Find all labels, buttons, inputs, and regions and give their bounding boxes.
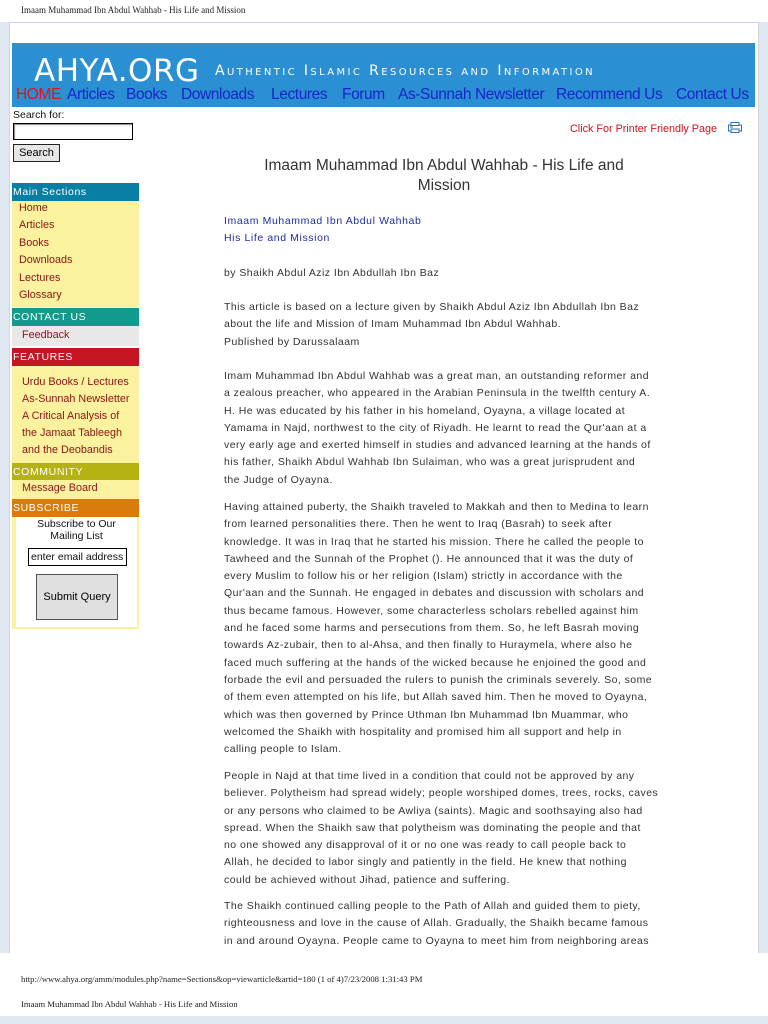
paragraph-line: faced much suffering at the hands of the wicked because he enjoined the good and bbox=[224, 656, 647, 669]
paragraph-line: believer. Polytheism had spread widely; people worshiped domes, trees, rocks, caves bbox=[224, 787, 659, 800]
paragraph-line: from learned personalities there. Then he went to Iraq (Basrah) to seek after bbox=[224, 518, 613, 531]
intro-line: This article is based on a lecture given by Shaikh Abdul Aziz Ibn Abdullah Ibn Baz bbox=[224, 301, 640, 313]
paragraph-line: calling people to Islam. bbox=[224, 743, 342, 756]
paragraph-line: the Judge of Oyayna. bbox=[224, 473, 333, 486]
paragraph-line: Imam Muhammad Ibn Abdul Wahhab was a great man, an outstanding reformer and bbox=[224, 370, 649, 382]
site-logo[interactable]: AHYA.ORG bbox=[34, 53, 200, 89]
article-link-2[interactable]: His Life and Mission bbox=[224, 232, 330, 245]
article-title-line2: Mission bbox=[417, 177, 471, 194]
contact-box bbox=[12, 326, 139, 346]
sidebar-item-feedback[interactable]: Feedback bbox=[22, 329, 70, 341]
subscribe-box bbox=[12, 517, 139, 629]
article-intro bbox=[224, 299, 674, 351]
paragraph-line: righteousness and love in the cause of Allah. Gradually, the Shaikh became famous bbox=[224, 917, 649, 930]
paragraph-line: towards Az-zubair, then to al-Ahsa, and then finally to Huraymela, where also he bbox=[224, 639, 633, 652]
sidebar-item-critical-analysis[interactable]: A Critical Analysis of bbox=[22, 410, 120, 422]
paragraph-line: of them even attempted on his life, but Allah saved him. Then he moved to Oyayna, bbox=[224, 691, 648, 704]
nav-books[interactable]: Books bbox=[126, 86, 168, 103]
search-label: Search for: bbox=[13, 109, 65, 121]
nav-forum[interactable]: Forum bbox=[342, 86, 385, 103]
pdf-header-title: Imaam Muhammad Ibn Abdul Wahhab - His Life and Mission bbox=[21, 5, 246, 15]
main-sections-heading: Main Sections bbox=[12, 183, 139, 201]
article-paragraph-2 bbox=[224, 499, 674, 758]
search-button[interactable]: Search bbox=[13, 144, 60, 162]
sidebar-item-newsletter[interactable]: As-Sunnah Newsletter bbox=[22, 393, 130, 405]
nav-recommend[interactable]: Recommend Us bbox=[556, 86, 663, 103]
main-navigation bbox=[12, 85, 755, 107]
sidebar-item-lectures[interactable]: Lectures bbox=[19, 272, 61, 284]
pdf-footer bbox=[0, 953, 768, 1024]
paragraph-line: Having attained puberty, the Shaikh traveled to Makkah and then to Medina to learn bbox=[224, 501, 649, 513]
subscribe-inner bbox=[16, 517, 137, 627]
paragraph-line: The Shaikh continued calling people to the Path of Allah and guided them to piety, bbox=[224, 900, 641, 912]
intro-line: about the life and Mission of Imam Muhammad Ibn Abdul Wahhab. bbox=[224, 318, 561, 331]
intro-line: Published by Darussalaam bbox=[224, 335, 360, 348]
paragraph-line: Qur'aan and the Sunnah. He engaged in debates and discussion with scholars and bbox=[224, 587, 645, 600]
sidebar-item-jamaat[interactable]: the Jamaat Tableegh bbox=[22, 427, 123, 439]
bottom-band bbox=[0, 1016, 768, 1024]
article-title-line1: Imaam Muhammad Ibn Abdul Wahhab - His Life and bbox=[264, 157, 624, 174]
printer-icon[interactable] bbox=[728, 122, 742, 133]
nav-contact[interactable]: Contact Us bbox=[676, 86, 749, 103]
site-tagline: Authentic Islamic Resources and Information bbox=[215, 63, 596, 79]
paragraph-line: spread. When the Shaikh saw that polytheism was dominating the people and that bbox=[224, 821, 641, 834]
sidebar-item-downloads[interactable]: Downloads bbox=[19, 254, 73, 266]
pdf-header bbox=[0, 0, 768, 22]
paragraph-line: and he faced some harms and persecutions from them. So, he left Basrah moving bbox=[224, 622, 640, 635]
subscribe-text-2: Mailing List bbox=[50, 530, 103, 542]
subscribe-text-1: Subscribe to Our bbox=[37, 518, 116, 530]
paragraph-line: a zealous preacher, who appeared in the Arabian Peninsula in the twelfth century A. bbox=[224, 387, 651, 400]
community-heading: COMMUNITY bbox=[12, 463, 139, 481]
paragraph-line: every Muslim to follow his or her religion (Islam) strictly in accordance with the bbox=[224, 570, 623, 583]
article-links bbox=[224, 213, 674, 248]
sidebar-item-deobandis[interactable]: and the Deobandis bbox=[22, 444, 113, 456]
nav-newsletter[interactable]: As-Sunnah Newsletter bbox=[398, 86, 545, 103]
printer-friendly-link[interactable]: Click For Printer Friendly Page bbox=[570, 123, 718, 135]
paragraph-line: People in Najd at that time lived in a condition that could not be approved by any bbox=[224, 770, 635, 782]
article-paragraph-4 bbox=[224, 898, 674, 950]
footer-title: Imaam Muhammad Ibn Abdul Wahhab - His Life and Mission bbox=[21, 999, 238, 1009]
article-byline: by Shaikh Abdul Aziz Ibn Abdullah Ibn Baz bbox=[224, 267, 440, 279]
main-sections-box bbox=[12, 201, 139, 307]
contact-heading: CONTACT US bbox=[12, 308, 139, 326]
features-box bbox=[12, 366, 139, 463]
paragraph-line: which was then governed by Prince Uthman Ibn Muhammad Ibn Muammar, who bbox=[224, 708, 629, 721]
paragraph-line: H. He was educated by his father in his homeland, Oyayna, a village located at bbox=[224, 404, 626, 417]
search-input[interactable] bbox=[13, 123, 133, 140]
article-paragraph-1 bbox=[224, 368, 674, 489]
sidebar-item-books[interactable]: Books bbox=[19, 237, 50, 249]
sidebar-item-message-board[interactable]: Message Board bbox=[22, 482, 98, 494]
paragraph-line: Yamama in Najd, northwest to the city of Riyadh. He learnt to read the Qur'aan at a bbox=[224, 421, 647, 434]
article-title bbox=[224, 156, 664, 196]
article-link-1[interactable]: Imaam Muhammad Ibn Abdul Wahhab bbox=[224, 215, 422, 227]
paragraph-line: no one showed any disapproval of it or no one was ready to call people back to bbox=[224, 839, 627, 852]
paragraph-line: forbade the evil and persuaded the rulers to punish the criminals severely. So, some bbox=[224, 673, 653, 686]
paragraph-line: Tawheed and the Sunnah of the Prophet (). He announced that it was the duty of bbox=[224, 552, 634, 565]
article-paragraph-3 bbox=[224, 768, 674, 889]
paragraph-line: knowledge. It was in Iraq that he started his mission. There he called the people to bbox=[224, 535, 644, 548]
sidebar-item-glossary[interactable]: Glossary bbox=[19, 289, 62, 301]
paragraph-line: welcomed the Shaikh with hospitality and promised him all support and help in bbox=[224, 725, 622, 738]
subscribe-heading: SUBSCRIBE bbox=[12, 499, 139, 517]
paragraph-line: his father, Shaikh Abdul Wahhab Ibn Sulaiman, who was a great jurisprudent and bbox=[224, 456, 636, 469]
paragraph-line: or any persons who claimed to be Awliya (saints). Magic and soothsaying also had bbox=[224, 804, 643, 817]
sidebar-item-urdu[interactable]: Urdu Books / Lectures bbox=[22, 376, 129, 388]
nav-lectures[interactable]: Lectures bbox=[271, 86, 328, 103]
sidebar-item-articles[interactable]: Articles bbox=[19, 219, 55, 231]
community-box bbox=[12, 480, 139, 499]
email-field[interactable] bbox=[28, 548, 127, 566]
nav-articles[interactable]: Articles bbox=[67, 86, 115, 103]
submit-query-button[interactable]: Submit Query bbox=[36, 574, 118, 620]
features-heading: FEATURES bbox=[12, 348, 139, 366]
paragraph-line: thus became famous. However, some characterless scholars rebelled against him bbox=[224, 604, 639, 617]
sidebar-item-home[interactable]: Home bbox=[19, 202, 48, 214]
paragraph-line: very early age and exerted himself in studies and advanced learning at the hands of bbox=[224, 439, 651, 452]
paragraph-line: in and around Oyayna. People came to Oyayna to meet him from neighboring areas bbox=[224, 934, 649, 947]
web-page bbox=[9, 22, 759, 955]
footer-url: http://www.ahya.org/amm/modules.php?name=Sections&op=viewarticle&artid=180 (1 of 4)7/23/2008 1:31:43 PM bbox=[21, 974, 423, 984]
nav-home[interactable]: HOME bbox=[16, 86, 61, 103]
nav-downloads[interactable]: Downloads bbox=[181, 86, 255, 103]
paragraph-line: could be achieved without Jihad, patience and suffering. bbox=[224, 873, 510, 886]
paragraph-line: Allah, he decided to labor singly and patiently in the field. He knew that nothing bbox=[224, 856, 627, 869]
